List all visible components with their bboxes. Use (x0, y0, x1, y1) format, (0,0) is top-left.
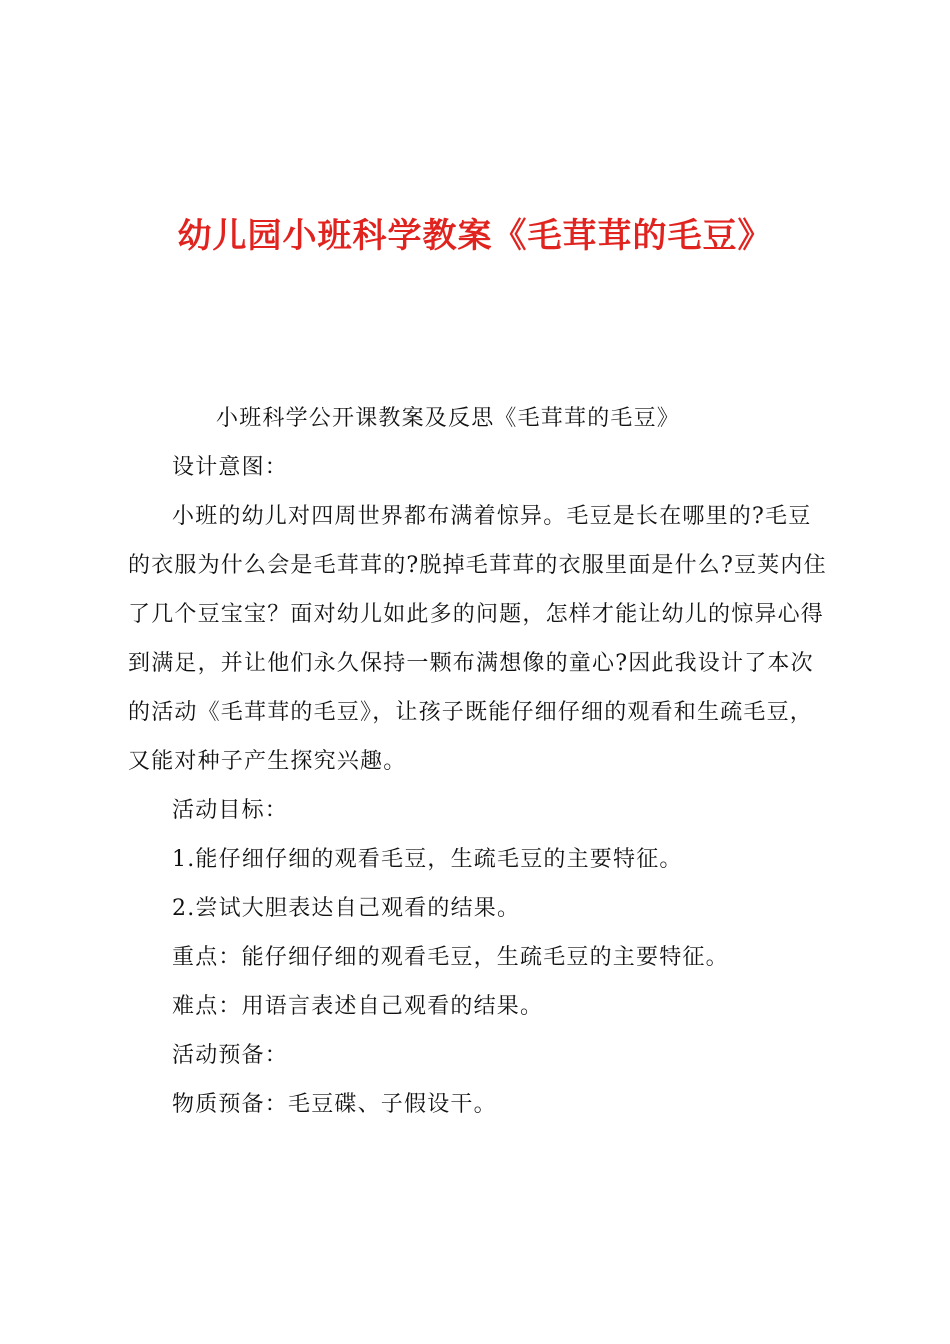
material-prep: 物质预备：毛豆碟、子假设干。 (172, 1092, 497, 1117)
document-body (128, 394, 832, 1129)
section-heading-design-intent: 设计意图： (172, 455, 289, 480)
document-title: 幼儿园小班科学教案《毛茸茸的毛豆》 (177, 216, 773, 256)
key-point: 重点：能仔细仔细的观看毛豆，生疏毛豆的主要特征。 (172, 945, 729, 970)
document-subtitle: 小班科学公开课教案及反思《毛茸茸的毛豆》 (216, 406, 681, 431)
difficult-point: 难点：用语言表述自己观看的结果。 (172, 994, 544, 1019)
section-heading-activity-goals: 活动目标： (172, 798, 289, 823)
goal-item-2: 2.尝试大胆表达自己观看的结果。 (172, 896, 521, 921)
section-heading-activity-prep: 活动预备： (172, 1043, 289, 1068)
goal-item-1: 1.能仔细仔细的观看毛豆，生疏毛豆的主要特征。 (172, 847, 683, 872)
paragraph-design-intent: 小班的幼儿对四周世界都布满着惊异。毛豆是长在哪里的?毛豆的衣服为什么会是毛茸茸的?脱掉毛茸茸的衣服里面是什么?豆荚内住了几个豆宝宝？面对幼儿如此多的问题，怎样才能让幼儿的惊异心得到满足，并让他们永久保持一颗布满想像的童心?因此我设计了本次的活动《毛茸茸的毛豆》，让孩子既能仔细仔细的观看和生疏毛豆，又能对种子产生探究兴趣。 (128, 504, 827, 774)
